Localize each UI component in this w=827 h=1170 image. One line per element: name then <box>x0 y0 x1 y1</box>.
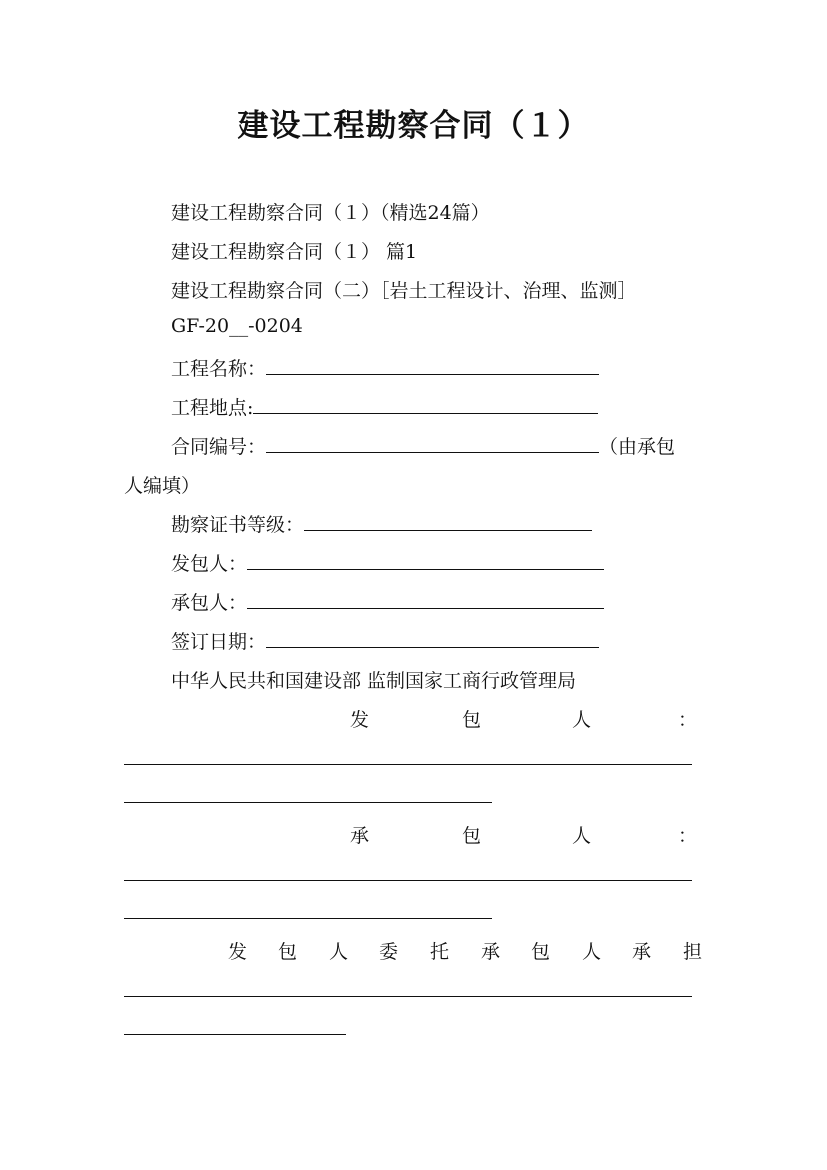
spread-char: ： <box>678 825 698 847</box>
contractor-blank-line-2[interactable] <box>124 918 492 919</box>
cert-level-field <box>171 510 592 537</box>
spread-char: 承 <box>632 941 652 963</box>
employer-blank[interactable] <box>247 552 604 570</box>
contract-type-line: 建设工程勘察合同（二）［岩土工程设计、治理、监测］ <box>171 280 637 302</box>
subtitle-line: 建设工程勘察合同（１）（精选24篇） <box>171 202 490 224</box>
spread-char: 托 <box>430 941 450 963</box>
document-title: 建设工程勘察合同（１） <box>237 108 590 144</box>
contract-no-blank[interactable] <box>266 435 599 453</box>
contract-no-note: （由承包 <box>599 436 676 458</box>
spread-char: 包 <box>278 941 298 963</box>
project-location-field <box>171 393 598 420</box>
spread-char: 发 <box>350 709 370 731</box>
employer-spread <box>0 705 827 729</box>
spread-char: 包 <box>462 709 482 731</box>
spread-char: 包 <box>462 825 482 847</box>
contractor-spread <box>0 821 827 845</box>
cert-level-label: 勘察证书等级： <box>171 514 305 536</box>
entrust-blank-line-1[interactable] <box>124 996 692 997</box>
form-code: GF-20__-0204 <box>171 315 303 337</box>
cert-level-blank[interactable] <box>304 513 592 531</box>
sign-date-label: 签订日期： <box>171 631 267 653</box>
spread-char: ： <box>678 709 698 731</box>
spread-char: 承 <box>350 825 370 847</box>
spread-char: 人 <box>572 709 592 731</box>
supervisor-line: 中华人民共和国建设部 监制国家工商行政管理局 <box>171 670 577 692</box>
entrust-blank-line-2[interactable] <box>124 1034 346 1035</box>
project-name-blank[interactable] <box>266 357 599 375</box>
contract-no-field <box>171 432 675 459</box>
employer-blank-line-2[interactable] <box>124 802 492 803</box>
sign-date-field <box>171 627 599 654</box>
contractor-field <box>171 588 604 615</box>
project-location-label: 工程地点: <box>171 397 254 419</box>
project-name-field <box>171 354 599 381</box>
contractor-blank[interactable] <box>247 591 604 609</box>
project-name-label: 工程名称： <box>171 358 267 380</box>
contractor-blank-line-1[interactable] <box>124 880 692 881</box>
spread-char: 承 <box>481 941 501 963</box>
contract-no-note-cont: 人编填） <box>124 475 201 497</box>
spread-char: 包 <box>531 941 551 963</box>
contractor-label: 承包人： <box>171 592 248 614</box>
project-location-blank[interactable] <box>253 396 598 414</box>
sign-date-blank[interactable] <box>266 630 599 648</box>
spread-char: 人 <box>582 941 602 963</box>
employer-field <box>171 549 604 576</box>
spread-char: 人 <box>572 825 592 847</box>
employer-blank-line-1[interactable] <box>124 764 692 765</box>
entrust-spread <box>0 937 827 961</box>
spread-char: 人 <box>329 941 349 963</box>
contract-no-label: 合同编号： <box>171 436 267 458</box>
spread-char: 委 <box>379 941 399 963</box>
section-heading: 建设工程勘察合同（１） 篇1 <box>171 241 418 263</box>
employer-label: 发包人： <box>171 553 248 575</box>
spread-char: 担 <box>683 941 703 963</box>
spread-char: 发 <box>228 941 248 963</box>
